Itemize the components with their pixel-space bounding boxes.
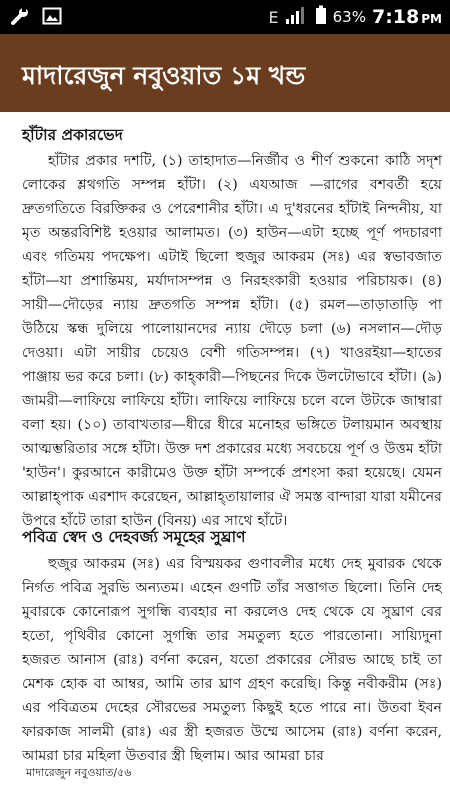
signal-icon xyxy=(285,5,305,29)
page-footer: মাদারেজুন নবুওয়াত/৫৬ xyxy=(26,766,132,779)
network-type-label: E xyxy=(268,7,279,27)
section-heading-fragrance: পবিত্র স্বেদ ও দেহবর্জ্য সমূহের সুঘ্রাণ xyxy=(22,527,246,546)
app-bar xyxy=(0,34,450,112)
clock xyxy=(372,6,442,28)
page-title: মাদারেজুন নবুওয়াত ১ম খন্ড xyxy=(22,61,306,90)
battery-icon xyxy=(315,5,327,29)
reading-content[interactable] xyxy=(0,112,450,800)
clock-ampm: PM xyxy=(421,12,442,26)
image-icon xyxy=(42,7,62,29)
section-body-fragrance: হুজুর আকরম (সঃ) এর বিস্ময়কর গুণাবলীর মধ্যে দেহ মুবারক থেকে নির্গত পবিত্র সুরভি অন্যতম। এহেন গুণটি তাঁর সত্তাগত ছিলো। তিনি দেহ মুবারকে কোনোরূপ সুগন্ধি ব্যবহার না করলেও দেহ থেকে যে সুঘ্রাণ বের হতো, পৃথিবীর কোনো সুগন্ধি তার সমতুল্য হতে পারতোনা। সায়্যিদুনা হজরত আনাস (রাঃ) বর্ণনা করেন, যতো প্রকারের সৌরভ আছে চাই তা মেশক হোক বা আম্বর, আমি তার ঘ্রাণ গ্রহণ করেছি। কিন্তু নবীকরীম (সঃ) এর পবিত্রতম দেহের সৌরভের সমতুল্য কিছুই হতে পারে না। উতবা ইবন ফারকাজ সালমী (রাঃ) এর স্ত্রী হজরত উম্মে আসেম (রাঃ) বর্ণনা করেন, আমরা চার মহিলা উতবার স্ত্রী ছিলাম। আর আমরা চার xyxy=(22,556,442,764)
status-bar xyxy=(0,0,450,34)
clock-time: 7:18 xyxy=(371,6,420,28)
wrench-icon xyxy=(10,6,30,30)
section-body-walking: হাঁটার প্রকার দশটি, (১) তাহাদাত—নির্জীব ও শীর্ণ শুকনো কাঠি সদৃশ লোকের শ্লথগতি সম্পন্ন হাঁটা। (২) এযআজ —রাগের বশবর্তী হয়ে দ্রুতগতিতে বিরক্তিকর ও পেরেশানীর হাঁটা। এ দু'ধরনের হাঁটাই নিন্দনীয়, যা মৃত অন্তরবিশিষ্ট হওয়ার আলামত। (৩) হাউন—এটা হচ্ছে পূর্ণ পদচারণা এবং গতিময় পদক্ষেপ। এটাই ছিলো হুজুর আকরম (সঃ) এর স্বভাবজাত হাঁটা—যা প্রশান্তিময়, মর্যাদাসম্পন্ন ও নিরহংকারী হওয়ার পরিচায়ক। (৪) সায়ী—দৌড়ের ন্যায় দ্রুতগতি সম্পন্ন হাঁটা। (৫) রমল—তাড়াতাড়ি পা উঠিয়ে স্কন্ধ দুলিয়ে পালোয়ানদের ন্যায় দৌড়ে চলা (৬) নসলান—দৌড় দেওয়া। এটা সায়ীর চেয়েও বেশী গতিসম্পন্ন। (৭) খাওরইয়া—হাতের পাঞ্জায় ভর করে চলা। (৮) কাহ্‌কারী—পিছনের দিকে উলটোভাবে হাঁটা। (৯) জামরী—লাফিয়ে লাফিয়ে হাঁটা। লাফিয়ে লাফিয়ে চলে বলে উটকে জাম্বারা বলা হয়। (১০) তাবাখতার—ধীরে ধীরে মনোহর ভঙ্গিতে টলায়মান অবস্থায় আত্মম্ভরিতার সঙ্গে হাঁটা। উক্ত দশ প্রকারের মধ্যে সবচেয়ে পূর্ণ ও উত্তম হাঁটা 'হাউন'। কুরআনে কারীমেও উক্ত হাঁটা সম্পর্কে প্রশংসা করা হয়েছে। যেমন আল্লাহ্‌পাক এরশাদ করেছেন, আল্লাহ্‌তায়ালার ঐ সমস্ত বান্দারা যারা যমীনের উপরে হাঁটে তারা হাউন (বিনয়) এর সাথে হাঁটে। xyxy=(22,153,442,529)
section-heading-walking: হাঁটার প্রকারভেদ xyxy=(22,125,123,144)
battery-percent: 63% xyxy=(332,8,366,26)
